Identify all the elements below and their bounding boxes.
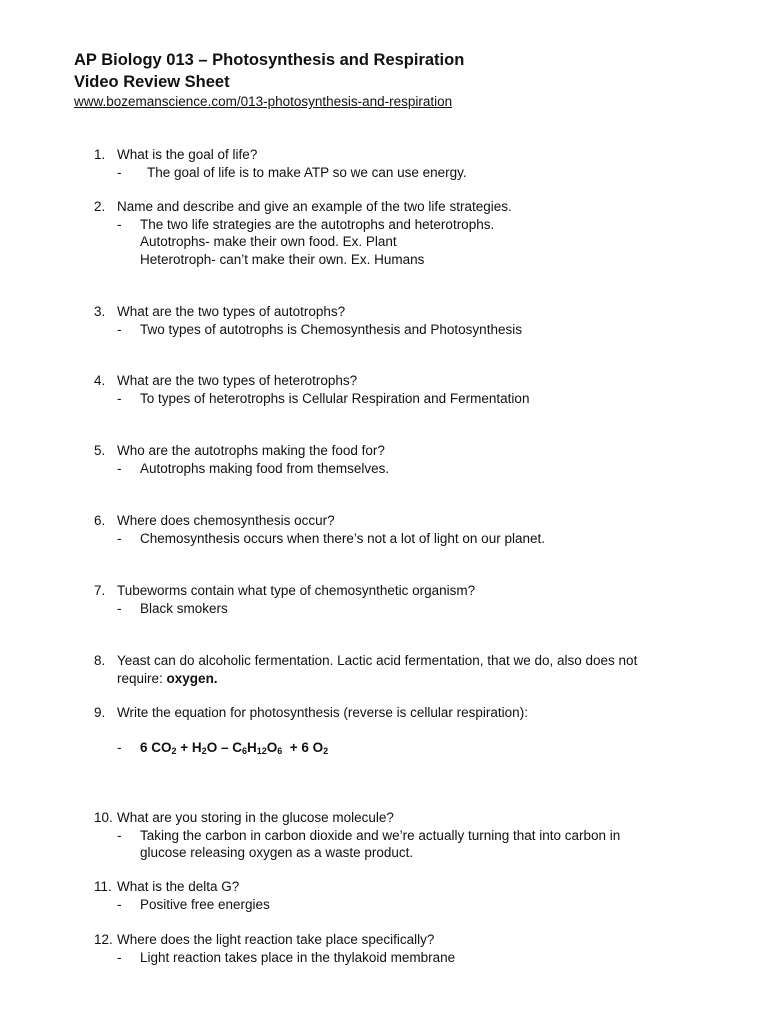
equation-answer xyxy=(117,739,694,757)
answer-text: The goal of life is to make ATP so we can use energy. xyxy=(147,164,467,180)
question-text: Tubeworms contain what type of chemosynthetic organism? xyxy=(117,583,476,598)
question-2 xyxy=(94,198,694,268)
question-12 xyxy=(94,931,694,966)
question-11 xyxy=(94,878,694,913)
answer xyxy=(117,164,694,182)
question-number: 5. xyxy=(94,443,106,458)
answer-dash: - xyxy=(117,739,122,755)
question-number: 10. xyxy=(94,810,113,825)
question-number: 8. xyxy=(94,653,106,668)
question-number: 3. xyxy=(94,304,106,319)
question-text: Write the equation for photosynthesis (reverse is cellular respiration): xyxy=(117,705,528,720)
question-number: 2. xyxy=(94,199,106,214)
answer-text: Black smokers xyxy=(140,600,228,616)
question-text: What are you storing in the glucose molecule? xyxy=(117,810,394,825)
question-text: What are the two types of heterotrophs? xyxy=(117,373,358,388)
answer-text: Light reaction takes place in the thylakoid membrane xyxy=(140,949,456,965)
answer xyxy=(117,600,694,618)
answer xyxy=(117,321,694,339)
question-text: What is the goal of life? xyxy=(117,147,258,162)
answer-dash: - xyxy=(117,321,122,337)
answer-text: Two types of autotrophs is Chemosynthesis and Photosynthesis xyxy=(140,321,522,337)
answer-text: glucose releasing oxygen as a waste product. xyxy=(140,845,414,860)
answer-dash: - xyxy=(117,827,122,843)
answer-text: Chemosynthesis occurs when there’s not a lot of light on our planet. xyxy=(140,530,545,546)
answer-dash: - xyxy=(117,460,122,476)
question-text: Where does chemosynthesis occur? xyxy=(117,513,335,528)
answer-dash: - xyxy=(117,600,122,616)
question-text-continued xyxy=(117,670,694,688)
question-1 xyxy=(94,146,694,181)
question-7 xyxy=(94,582,694,617)
answer-text: Autotrophs making food from themselves. xyxy=(140,460,390,476)
question-number: 7. xyxy=(94,583,106,598)
answer-text: Taking the carbon in carbon dioxide and we’re actually turning that into carbon in xyxy=(140,827,621,843)
answer-bold: oxygen. xyxy=(166,670,218,686)
answer-dash: - xyxy=(117,216,122,232)
question-number: 4. xyxy=(94,373,106,388)
question-6 xyxy=(94,512,694,547)
answer xyxy=(117,896,694,914)
page-title: AP Biology 013 – Photosynthesis and Respiration xyxy=(74,51,465,69)
question-number: 11. xyxy=(94,879,112,894)
question-9 xyxy=(94,704,694,756)
question-4 xyxy=(94,372,694,407)
answer-dash: - xyxy=(117,390,122,406)
answer-text: Positive free energies xyxy=(140,896,270,912)
source-link[interactable]: www.bozemanscience.com/013-photosynthesis-and-respiration xyxy=(74,94,453,109)
question-number: 1. xyxy=(94,147,106,162)
answer-text: To types of heterotrophs is Cellular Respiration and Fermentation xyxy=(140,390,530,406)
question-number: 6. xyxy=(94,513,106,528)
question-text: Yeast can do alcoholic fermentation. Lactic acid fermentation, that we do, also does not xyxy=(117,653,638,668)
answer-text: The two life strategies are the autotrophs and heterotrophs. xyxy=(140,216,495,232)
answer xyxy=(117,390,694,408)
question-text: Name and describe and give an example of the two life strategies. xyxy=(117,199,512,214)
question-8 xyxy=(94,652,694,687)
answer-dash: - xyxy=(117,896,122,912)
question-text: Who are the autotrophs making the food for? xyxy=(117,443,385,458)
question-text: require: xyxy=(117,670,163,686)
answer xyxy=(117,460,694,478)
answer-dash: - xyxy=(117,949,122,965)
question-5 xyxy=(94,442,694,477)
question-number: 9. xyxy=(94,705,106,720)
question-10 xyxy=(94,809,694,862)
answer xyxy=(117,949,694,967)
question-text: What is the delta G? xyxy=(117,879,240,894)
answer-dash: - xyxy=(117,530,122,546)
question-number: 12. xyxy=(94,932,113,947)
answer-text: Heterotroph- can’t make their own. Ex. Humans xyxy=(140,251,425,267)
answer-text: Autotrophs- make their own food. Ex. Plant xyxy=(140,234,397,249)
question-text: Where does the light reaction take place specifically? xyxy=(117,932,435,947)
question-3 xyxy=(94,303,694,338)
photosynthesis-equation: 6 $CO_2 + H_2O - C_6H_{12}O_6 + 6$ $O_2$ xyxy=(140,739,329,756)
answer xyxy=(117,216,694,269)
answer-dash: - xyxy=(117,164,122,180)
page-subtitle: Video Review Sheet xyxy=(74,73,230,91)
question-text: What are the two types of autotrophs? xyxy=(117,304,346,319)
answer xyxy=(117,827,694,862)
answer xyxy=(117,530,694,548)
